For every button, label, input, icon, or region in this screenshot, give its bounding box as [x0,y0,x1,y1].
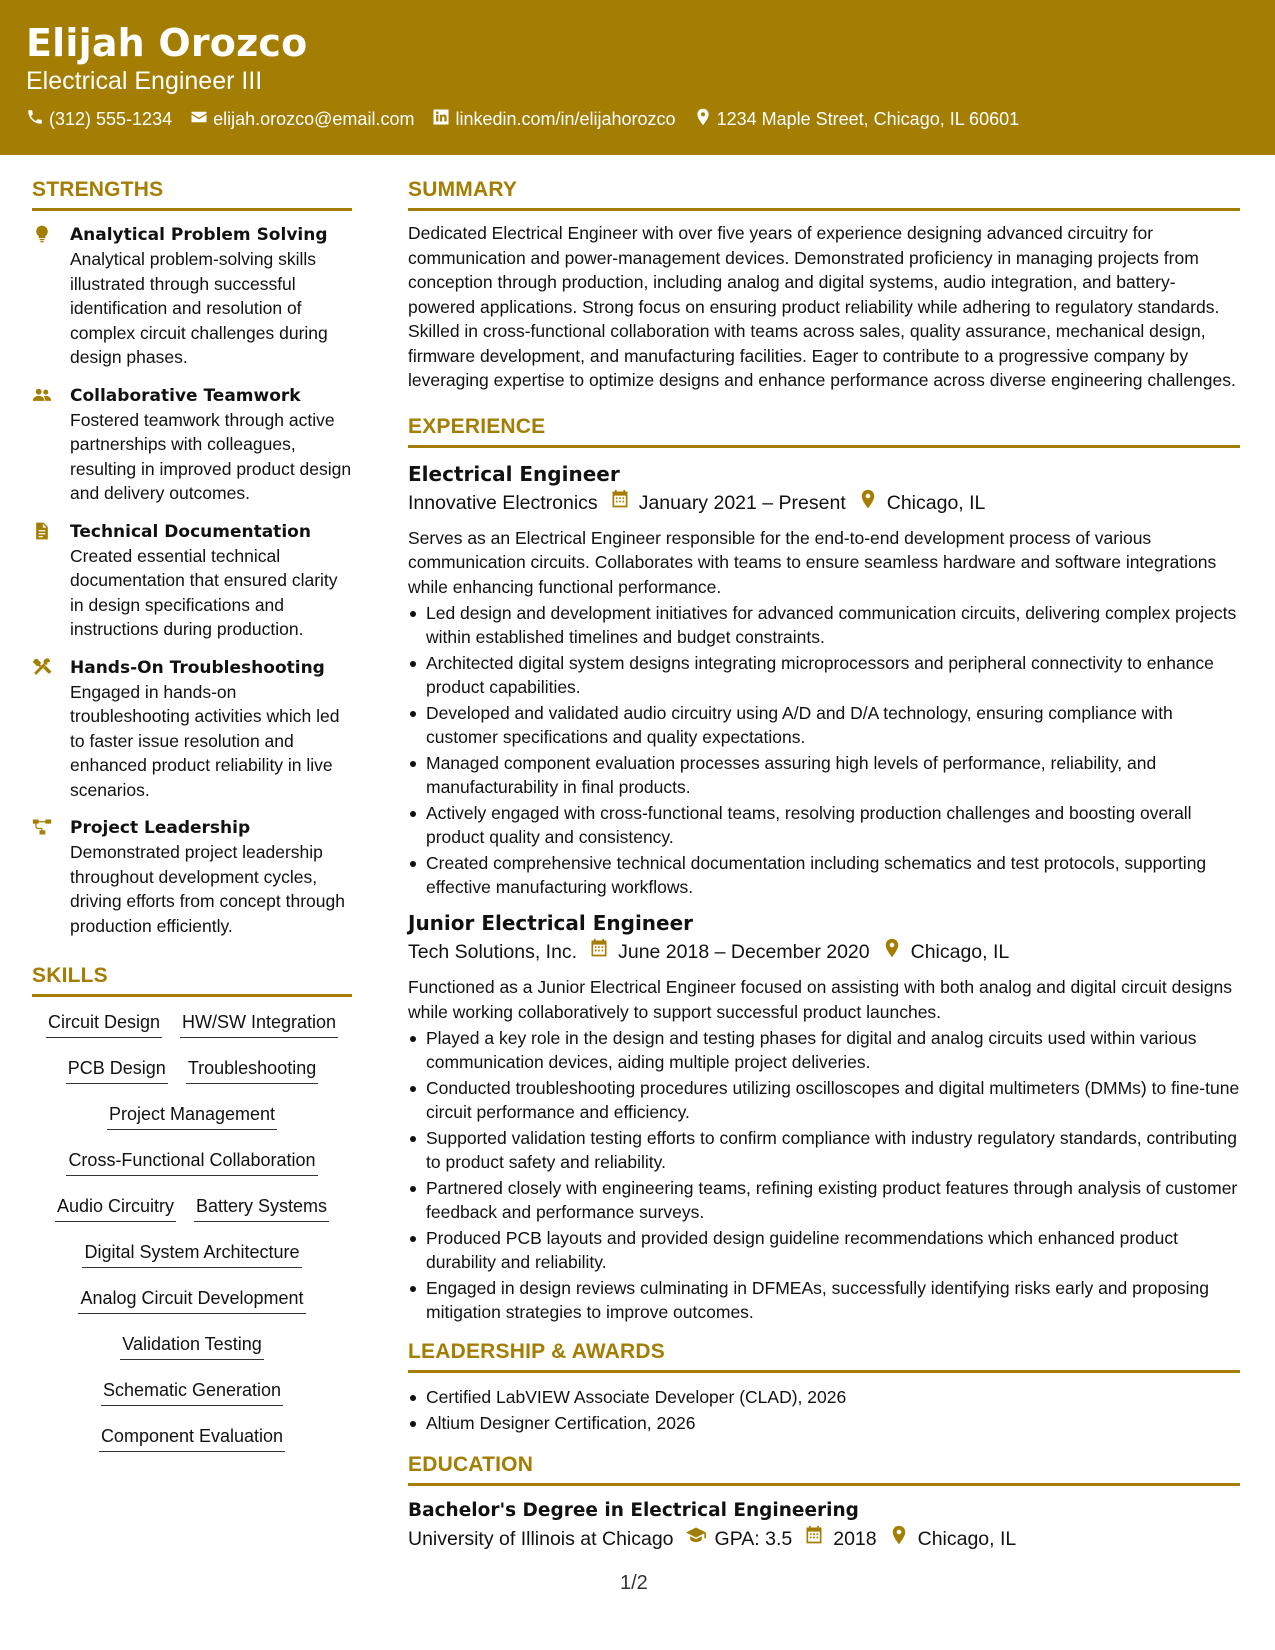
contact-address [694,108,1020,131]
list-item: Managed component evaluation processes assuring high levels of performance, reliability, and manufacturability in final products. [408,751,1240,799]
job-entry [408,460,1240,900]
job-location-text: Chicago, IL [886,491,986,514]
project-diagram-icon [32,816,70,938]
skill-tag: PCB Design [66,1055,168,1084]
list-item: Engaged in design reviews culminating in DFMEAs, successfully identifying risks early and proposing mitigation strategies to improve outcomes. [408,1276,1240,1324]
document-icon [32,520,70,642]
map-marker-icon [882,937,911,967]
job-dates-text: June 2018 – December 2020 [618,941,870,963]
job-title: Junior Electrical Engineer [408,911,694,935]
list-item: Altium Designer Certification, 2026 [408,1411,1240,1435]
strength-title: Technical Documentation [70,521,311,542]
list-item: Conducted troubleshooting procedures utilizing oscilloscopes and digital multimeters (DMMs) to fine-tune circuit performance and efficiency. [408,1076,1240,1124]
phone-icon [26,108,49,131]
summary-heading: SUMMARY [408,178,1240,211]
strength-desc: Fostered teamwork through active partnerships with colleagues, resulting in improved product design and delivery outcomes. [70,409,352,503]
right-column [408,178,1240,1562]
strength-desc: Demonstrated project leadership throughout development cycles, driving efforts from concept through production efficiently. [70,842,345,936]
map-marker-icon [889,1524,918,1554]
contact-bar [26,108,1275,131]
list-item: Played a key role in the design and testing phases for digital and analog circuits used within various communication devices, aiding multiple project deliveries. [408,1026,1240,1074]
skill-tag: Component Evaluation [99,1423,285,1452]
job-description: Serves as an Electrical Engineer responsible for the end-to-end development process of various communication circuits. Collaborates with teams to ensure seamless hardware and software integrations while enhancing functional performance. [408,527,1217,597]
list-item: Produced PCB layouts and provided design guideline recommendations which enhanced product durability and reliability. [408,1226,1240,1274]
list-item: Actively engaged with cross-functional teams, resolving production challenges and boosting overall product quality and consistency. [408,801,1240,849]
contact-email[interactable] [190,108,414,131]
envelope-icon [190,108,213,131]
calendar-icon [804,1524,833,1554]
list-item: Architected digital system designs integrating microprocessors and peripheral connectivity to enhance product capabilities. [408,651,1240,699]
contact-phone[interactable] [26,108,172,131]
skill-tag: HW/SW Integration [180,1009,338,1038]
strength-desc: Engaged in hands-on troubleshooting activities which led to faster issue resolution and enhanced product reliability in live scenarios. [70,681,340,800]
strength-title: Collaborative Teamwork [70,385,301,406]
strength-desc: Analytical problem-solving skills illustrated through successful identification and resolution of complex circuit challenges during design phases. [70,249,328,367]
skills-heading: SKILLS [32,964,352,997]
list-item: Developed and validated audio circuitry using A/D and D/A technology, ensuring compliance with customer specifications and quality expectations. [408,701,1240,749]
job-bullets [408,601,1240,899]
linkedin-text: linkedin.com/in/elijahorozco [455,108,676,129]
education-meta [408,1524,1240,1554]
job-dates [589,937,870,967]
strength-item [32,656,352,803]
strength-item [32,223,352,370]
experience-heading: EXPERIENCE [408,415,1240,448]
skill-tag: Battery Systems [194,1193,329,1222]
strength-item [32,520,352,642]
education-year [804,1524,876,1554]
resume-header [0,0,1275,155]
education-gpa [686,1524,793,1554]
job-dates [610,488,846,518]
list-item: Supported validation testing efforts to confirm compliance with industry regulatory standards, contributing to product safety and reliability. [408,1126,1240,1174]
strength-item [32,816,352,938]
skill-tag: Digital System Architecture [82,1239,301,1268]
job-company: Tech Solutions, Inc. [408,941,578,963]
address-text: 1234 Maple Street, Chicago, IL 60601 [716,108,1020,129]
phone-text: (312) 555-1234 [49,108,173,129]
email-text: elijah.orozco@email.com [213,108,415,129]
strength-title: Analytical Problem Solving [70,225,328,245]
skill-tag: Cross-Functional Collaboration [66,1147,317,1176]
skills-list [32,1009,352,1469]
education-year-text: 2018 [833,1528,877,1550]
list-item: Partnered closely with engineering teams, refining existing product features through analysis of customer feedback and performance surveys. [408,1176,1240,1224]
strengths-heading: STRENGTHS [32,178,352,211]
skill-tag: Troubleshooting [186,1055,318,1084]
calendar-icon [589,937,618,967]
tools-icon [32,656,70,803]
strength-item [32,384,352,506]
skill-tag: Audio Circuitry [55,1193,176,1222]
candidate-name: Elijah Orozco [26,21,308,65]
job-dates-text: January 2021 – Present [638,491,846,514]
map-marker-icon [858,488,887,518]
awards-heading: LEADERSHIP & AWARDS [408,1340,1240,1373]
job-bullets [408,1026,1240,1324]
list-item: Certified LabVIEW Associate Developer (CLAD), 2026 [408,1385,1240,1409]
education-heading: EDUCATION [408,1453,1240,1486]
job-location [858,488,986,518]
job-company: Innovative Electronics [408,491,598,514]
graduation-cap-icon [686,1524,715,1554]
strength-desc: Created essential technical documentation that ensured clarity in design specifications and instructions during production. [70,545,338,639]
contact-linkedin[interactable] [432,108,675,131]
job-meta [408,488,1240,518]
left-column [32,178,352,1469]
list-item: Led design and development initiatives for advanced communication circuits, delivering complex projects within established timelines and budget constraints. [408,601,1240,649]
job-location [882,937,1010,967]
lightbulb-icon [32,223,70,370]
strength-title: Project Leadership [70,818,251,838]
users-icon [32,384,70,506]
education-location-text: Chicago, IL [917,1528,1017,1550]
education-degree: Bachelor's Degree in Electrical Engineering [408,1500,859,1521]
education-location [889,1524,1017,1554]
education-gpa-text: GPA: 3.5 [714,1528,793,1550]
skill-tag: Schematic Generation [101,1377,283,1406]
awards-list [408,1385,1240,1435]
job-meta [408,937,1240,967]
page-number: 1/2 [620,1572,648,1594]
linkedin-icon [432,108,455,131]
map-marker-icon [694,108,717,131]
education-school: University of Illinois at Chicago [408,1528,674,1550]
job-entry [408,909,1240,1324]
candidate-title: Electrical Engineer III [26,66,263,95]
job-location-text: Chicago, IL [910,941,1010,963]
job-description: Functioned as a Junior Electrical Engineer focused on assisting with both analog and digital circuit designs while working collaboratively to support successful product launches. [408,977,1232,1022]
skill-tag: Circuit Design [46,1009,162,1038]
skill-tag: Validation Testing [120,1331,263,1360]
skill-tag: Analog Circuit Development [78,1285,305,1314]
strength-title: Hands-On Troubleshooting [70,657,325,678]
skill-tag: Project Management [107,1101,277,1130]
calendar-icon [610,488,639,518]
job-title: Electrical Engineer [408,461,620,486]
summary-text: Dedicated Electrical Engineer with over five years of experience designing advanced circuitry for communication and power-management devices. Demonstrated proficiency in managing projects from conception through production, including analog and digital systems, audio integration, and battery-powered applications. Strong focus on ensuring product reliability while adhering to regulatory standards. Skilled in cross-functional collaboration with teams across sales, quality assurance, mechanical design, firmware development, and manufacturing facilities. Eager to contribute to a progressive company by leveraging expertise to optimize designs and enhance performance across diverse engineering challenges. [408,223,1236,390]
list-item: Created comprehensive technical documentation including schematics and test protocols, supporting effective manufacturing workflows. [408,851,1240,899]
